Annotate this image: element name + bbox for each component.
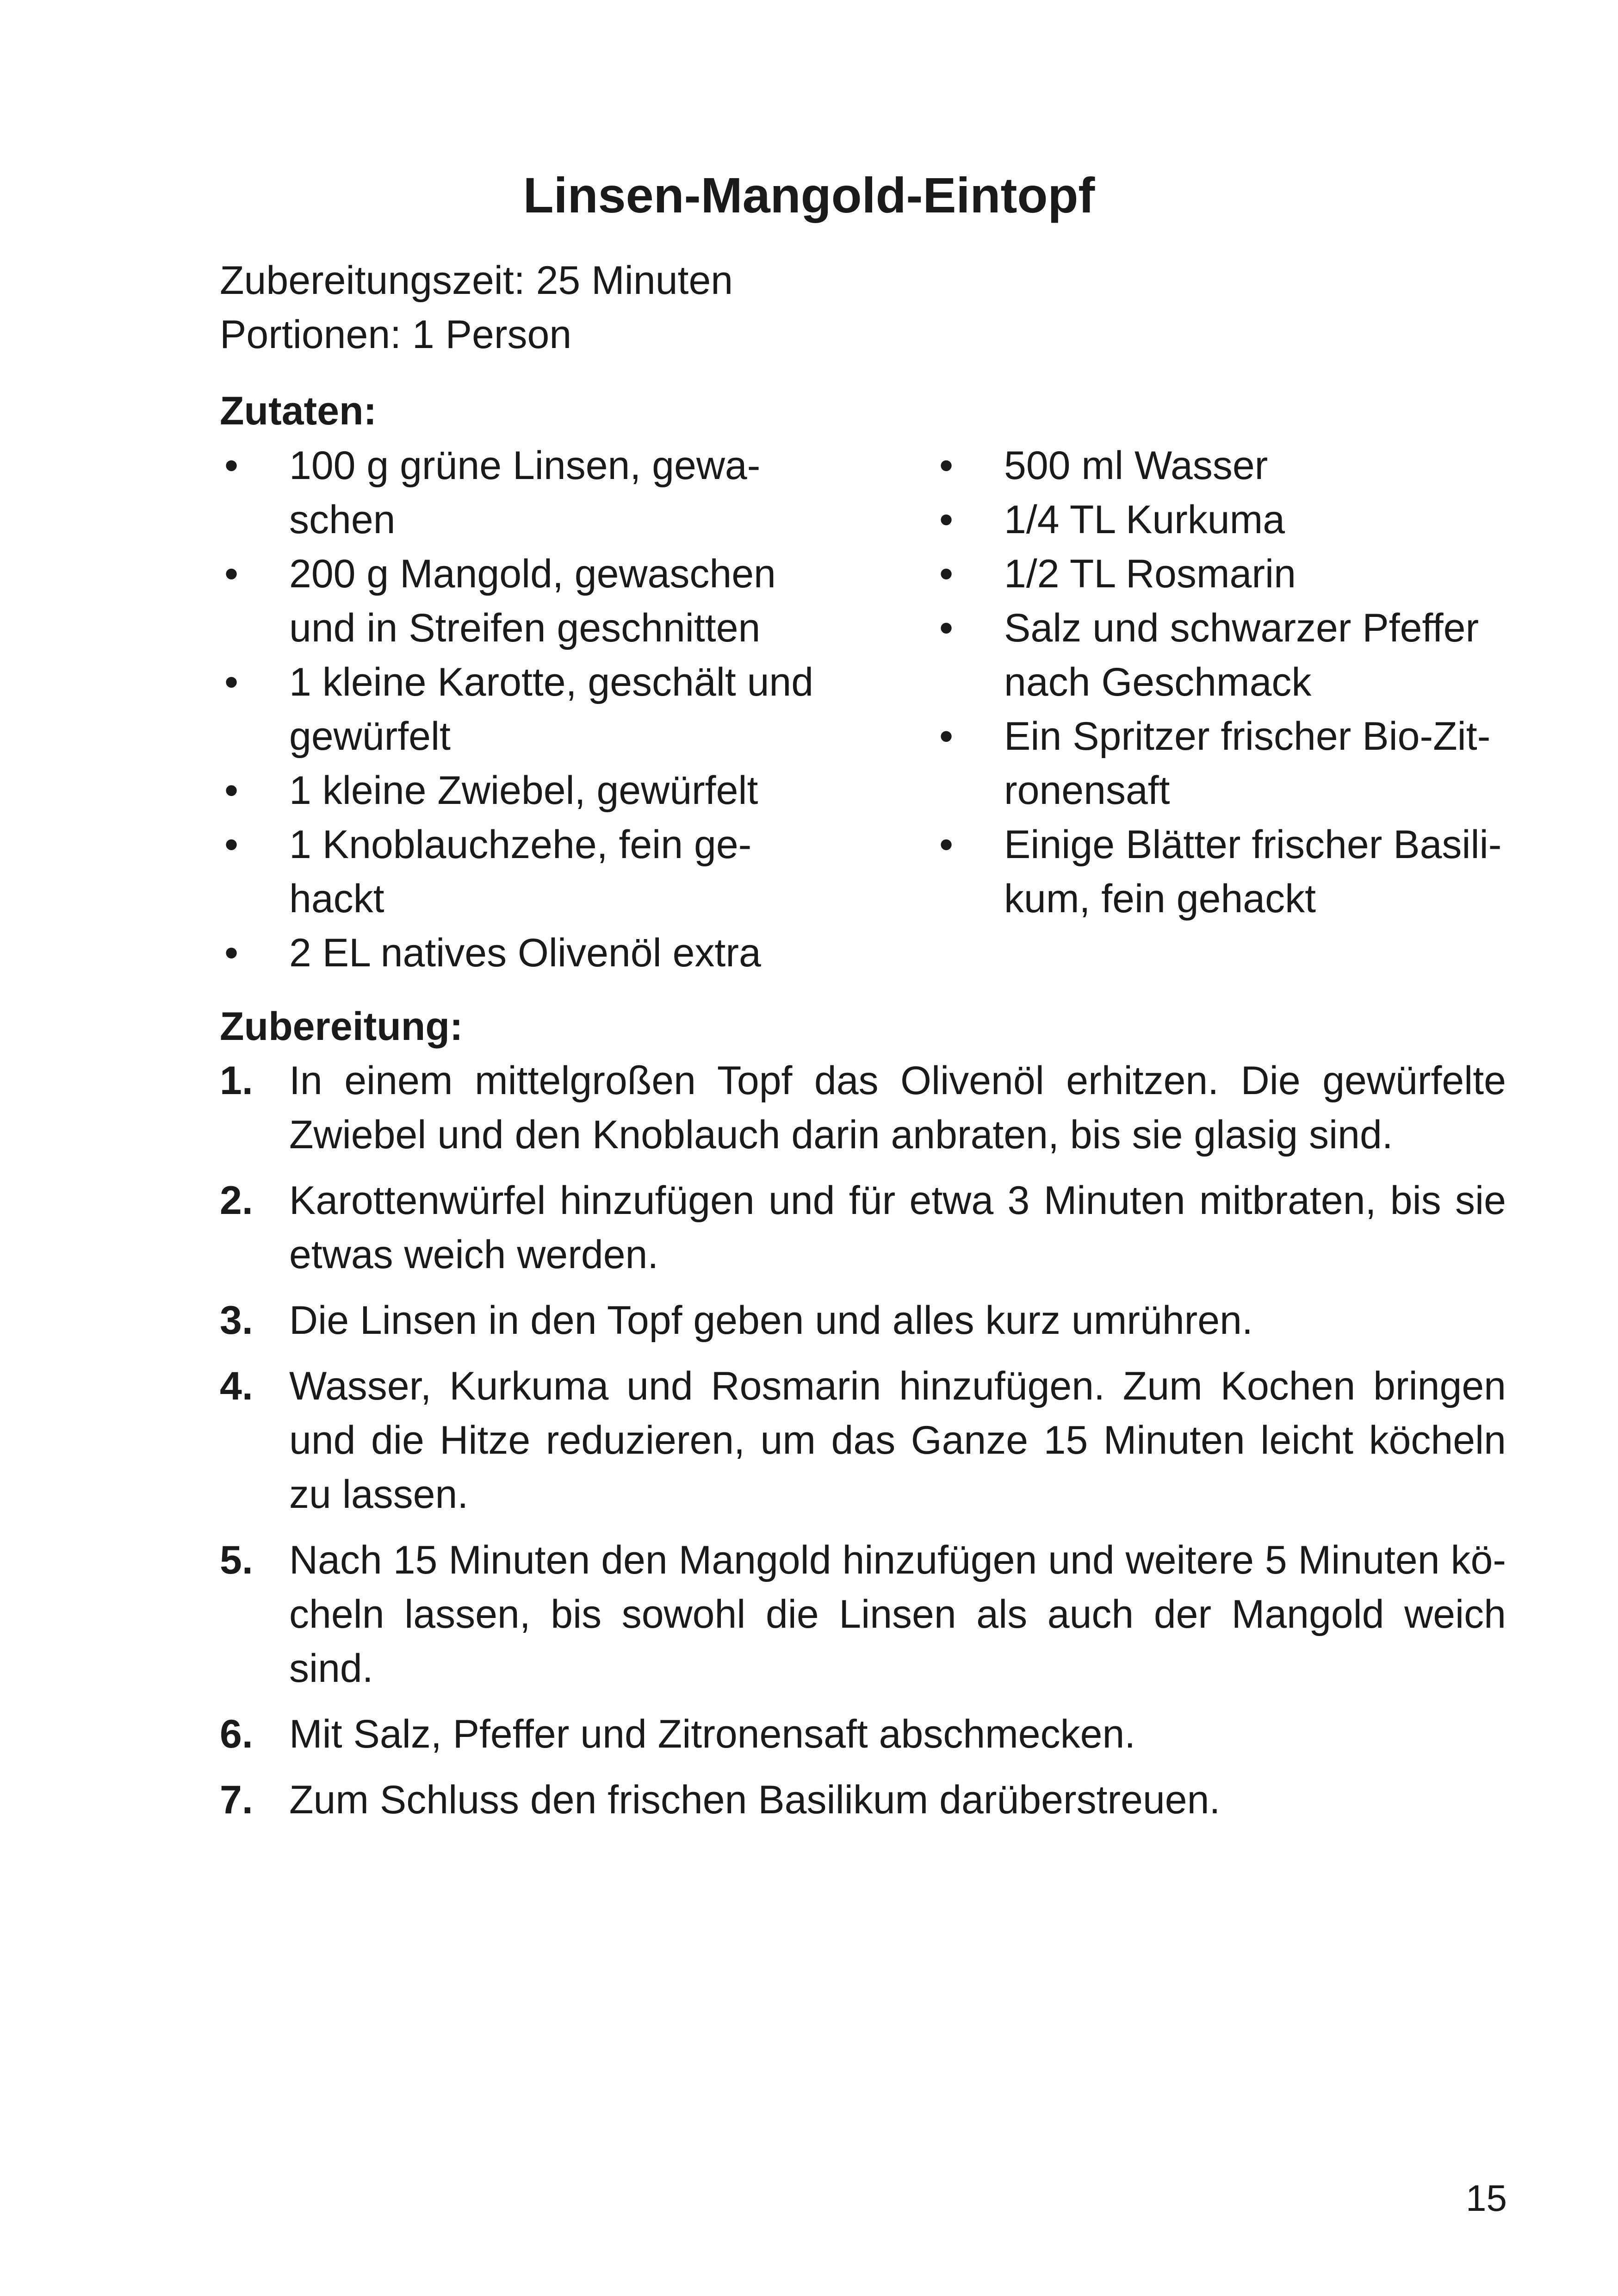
step-number: 5.	[220, 1538, 253, 1582]
bullet-icon: •	[224, 822, 239, 867]
step-number: 7.	[220, 1778, 253, 1822]
bullet-icon: •	[224, 931, 239, 975]
ingredient-item	[935, 601, 1536, 709]
ingredient-item	[935, 818, 1536, 926]
preparation-heading: Zubereitung:	[220, 1004, 463, 1049]
ingredient-text: 200 g Mangold, gewaschen und in Streifen geschnitten	[289, 552, 776, 650]
ingredient-text: 500 ml Wasser	[1004, 443, 1268, 488]
ingredient-text: Einige Blätter frischer Basilikum, fein gehackt	[1004, 822, 1502, 921]
bullet-icon: •	[939, 822, 954, 867]
ingredient-text: 1 kleine Karotte, geschält und gewürfelt	[289, 660, 814, 759]
servings: Portionen: 1 Person	[220, 312, 572, 357]
ingredient-text: Ein Spritzer frischer Bio-Zitronensaft	[1004, 714, 1491, 813]
ingredient-text: 100 g grüne Linsen, gewaschen	[289, 443, 761, 542]
bullet-icon: •	[939, 498, 954, 542]
step-item	[220, 1174, 1506, 1282]
bullet-icon: •	[939, 606, 954, 650]
step-number: 4.	[220, 1364, 253, 1408]
ingredient-item	[935, 547, 1536, 601]
step-text: In einem mittelgroßen Topf das Olivenöl erhitzen. Die gewürfelte Zwiebel und den Knoblauch darin anbraten, bis sie glasig sind.	[289, 1058, 1506, 1157]
step-item	[220, 1773, 1506, 1827]
ingredient-text: 2 EL natives Olivenöl extra	[289, 931, 761, 975]
ingredient-item	[220, 926, 831, 980]
recipe-meta	[220, 254, 733, 362]
bullet-icon: •	[939, 552, 954, 596]
step-item	[220, 1707, 1506, 1761]
ingredient-text: 1/2 TL Rosmarin	[1004, 552, 1296, 596]
step-text: Die Linsen in den Topf geben und alles kurz umrühren.	[289, 1298, 1253, 1343]
step-item	[220, 1359, 1506, 1522]
step-item	[220, 1054, 1506, 1162]
ingredient-item	[220, 439, 831, 547]
ingredient-text: 1 Knoblauchzehe, fein gehackt	[289, 822, 752, 921]
ingredients-heading: Zutaten:	[220, 389, 377, 433]
step-number: 3.	[220, 1298, 253, 1343]
step-number: 6.	[220, 1712, 253, 1756]
ingredient-text: 1/4 TL Kurkuma	[1004, 498, 1285, 542]
step-text: Nach 15 Minuten den Mangold hinzufügen und weitere 5 Minuten köcheln lassen, bis sowohl die Linsen als auch der Mangold weich sind.	[289, 1538, 1506, 1691]
step-text: Karottenwürfel hinzufügen und für etwa 3 Minuten mitbraten, bis sie etwas weich werden.	[289, 1178, 1506, 1277]
bullet-icon: •	[224, 660, 239, 704]
ingredient-item	[220, 547, 831, 655]
bullet-icon: •	[224, 768, 239, 813]
ingredients-list-right	[935, 439, 1536, 926]
ingredients-list-left	[220, 439, 831, 980]
ingredient-item	[220, 764, 831, 818]
bullet-icon: •	[939, 443, 954, 488]
ingredient-item	[220, 655, 831, 764]
step-item	[220, 1533, 1506, 1696]
step-text: Wasser, Kurkuma und Rosmarin hinzufügen. Zum Kochen bringen und die Hitze reduzieren, um das Ganze 15 Minuten leicht köcheln zu lassen.	[289, 1364, 1506, 1517]
ingredient-item	[935, 493, 1536, 547]
preparation-steps	[220, 1054, 1506, 1839]
bullet-icon: •	[224, 443, 239, 488]
ingredient-text: Salz und schwarzer Pfeffer nach Geschmack	[1004, 606, 1479, 704]
bullet-icon: •	[939, 714, 954, 759]
step-number: 1.	[220, 1058, 253, 1103]
step-text: Mit Salz, Pfeffer und Zitronensaft abschmecken.	[289, 1712, 1136, 1756]
bullet-icon: •	[224, 552, 239, 596]
page-title: Linsen-Mangold-Eintopf	[523, 167, 1095, 223]
ingredient-item	[220, 818, 831, 926]
ingredient-item	[935, 709, 1536, 818]
ingredient-text: 1 kleine Zwiebel, gewürfelt	[289, 768, 758, 813]
step-number: 2.	[220, 1178, 253, 1223]
ingredient-item	[935, 439, 1536, 493]
step-item	[220, 1294, 1506, 1348]
step-text: Zum Schluss den frischen Basilikum darüberstreuen.	[289, 1778, 1221, 1822]
page-number: 15	[1466, 2178, 1507, 2219]
prep-time: Zubereitungszeit: 25 Minuten	[220, 258, 733, 303]
